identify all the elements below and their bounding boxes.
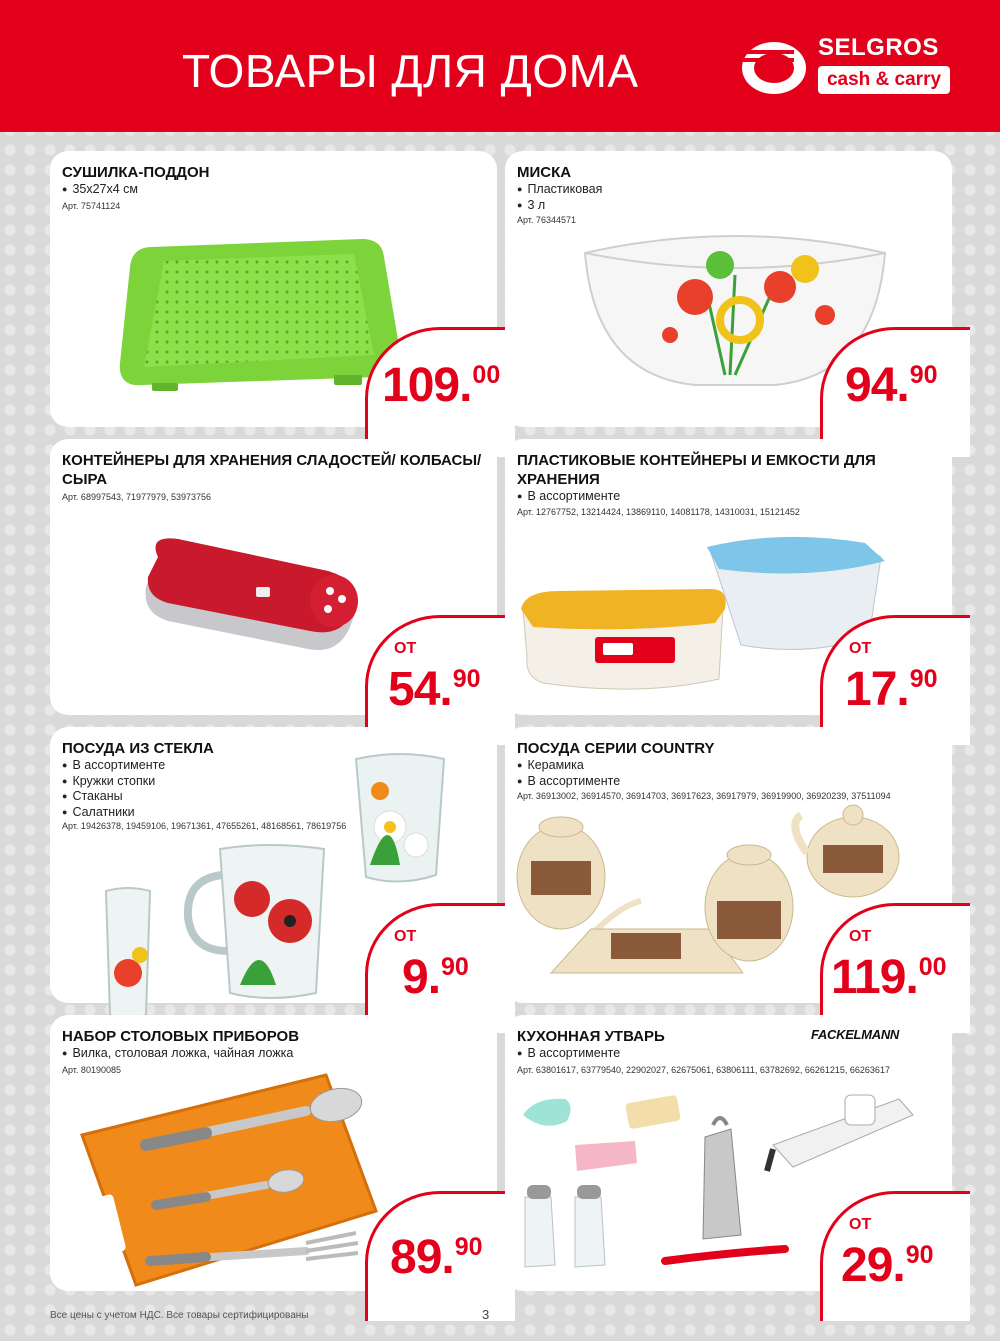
price-badge — [365, 615, 515, 745]
footer-note: Все цены с учетом НДС. Все товары сертифицированы — [50, 1310, 309, 1321]
price-prefix: ОТ — [849, 1216, 872, 1233]
price-badge — [365, 1191, 515, 1321]
page-title: ТОВАРЫ ДЛЯ ДОМА — [182, 45, 639, 97]
price-prefix: ОТ — [394, 640, 417, 657]
price-badge — [820, 903, 970, 1033]
price: 54.90 — [388, 663, 481, 716]
product-title: СУШИЛКА-ПОДДОН — [62, 164, 210, 181]
feature-item: ● 3 л — [517, 198, 602, 214]
page-header — [0, 0, 1000, 132]
price-badge — [820, 1191, 970, 1321]
product-title: ПЛАСТИКОВЫЕ КОНТЕЙНЕРЫ И ЕМКОСТИ ДЛЯ ХРАНЕНИЯ — [517, 452, 876, 488]
price-badge — [365, 903, 515, 1033]
price: 29.90 — [841, 1239, 934, 1292]
product-features — [62, 1046, 293, 1062]
product-card-country-ceramics — [505, 727, 952, 1003]
article-numbers: Арт. 75741124 — [62, 201, 121, 211]
price: 119.00 — [831, 951, 947, 1004]
page-number: 3 — [482, 1307, 490, 1322]
feature-item: ● В ассортименте — [62, 758, 165, 774]
article-numbers: Арт. 12767752, 13214424, 13869110, 14081178, 14310031, 15121452 — [517, 507, 800, 517]
price-badge — [820, 327, 970, 457]
product-features — [517, 489, 620, 505]
feature-item: ● Пластиковая — [517, 182, 602, 198]
logo-brand-name: SELGROS — [818, 34, 939, 61]
product-title: ПОСУДА СЕРИИ COUNTRY — [517, 740, 715, 757]
product-title: КУХОННАЯ УТВАРЬ — [517, 1028, 665, 1045]
product-title: МИСКА — [517, 164, 572, 181]
price-prefix: ОТ — [849, 928, 872, 945]
product-card-drying-tray — [50, 151, 501, 427]
article-numbers: Арт. 36913002, 36914570, 36914703, 36917623, 36917979, 36919900, 36920239, 37511094 — [517, 791, 891, 801]
feature-item: ● Вилка, столовая ложка, чайная ложка — [62, 1046, 293, 1062]
price-prefix: ОТ — [394, 928, 417, 945]
selgros-logo — [738, 32, 958, 98]
feature-item: ● В ассортименте — [517, 1046, 620, 1062]
price: 9.90 — [402, 951, 469, 1004]
price-prefix: ОТ — [849, 640, 872, 657]
feature-item: ● В ассортименте — [517, 489, 620, 505]
sausage-container-image — [138, 527, 368, 657]
price-badge — [365, 327, 515, 457]
product-title: НАБОР СТОЛОВЫХ ПРИБОРОВ — [62, 1028, 300, 1045]
article-numbers: Арт. 19426378, 19459106, 19671361, 47655261, 48168561, 78619756 — [62, 821, 347, 831]
feature-item: ● Стаканы — [62, 789, 165, 805]
article-numbers: Арт. 63801617, 63779540, 22902027, 62675061, 63806111, 63782692, 66261215, 66263617 — [517, 1065, 890, 1075]
price-badge — [820, 615, 970, 745]
feature-item: ● Керамика — [517, 758, 620, 774]
price: 89.90 — [390, 1231, 483, 1284]
cutlery-set-image — [76, 1075, 406, 1290]
price: 17.90 — [845, 663, 938, 716]
product-title: ПОСУДА ИЗ СТЕКЛА — [62, 740, 214, 757]
fackelmann-logo: FACKELMANN — [811, 1027, 899, 1042]
drying-tray-image — [112, 227, 402, 392]
product-title: КОНТЕЙНЕРЫ ДЛЯ ХРАНЕНИЯ СЛАДОСТЕЙ/ КОЛБАСЫ/СЫРА — [62, 452, 482, 488]
logo-tagline: cash & carry — [818, 66, 950, 94]
product-card-kitchen-utensils — [505, 1015, 952, 1291]
feature-item: ● 35x27x4 см — [62, 182, 138, 198]
product-card-sausage-container — [50, 439, 497, 715]
price: 109.00 — [382, 359, 501, 412]
product-features — [517, 1046, 620, 1062]
product-features — [62, 182, 138, 198]
product-card-cutlery-set — [50, 1015, 497, 1291]
product-card-glassware — [50, 727, 497, 1003]
product-features — [517, 182, 602, 213]
product-card-bowl — [505, 151, 952, 427]
feature-item: ● В ассортименте — [517, 774, 620, 790]
article-numbers: Арт. 68997543, 71977979, 53973756 — [62, 492, 212, 502]
feature-item: ● Салатники — [62, 805, 165, 821]
selgros-plate-icon — [738, 32, 810, 98]
article-numbers: Арт. 80190085 — [62, 1065, 121, 1075]
feature-item: ● Кружки стопки — [62, 774, 165, 790]
product-features — [517, 758, 620, 789]
price: 94.90 — [845, 359, 938, 412]
product-card-plastic-containers — [505, 439, 952, 715]
article-numbers: Арт. 76344571 — [517, 215, 576, 225]
